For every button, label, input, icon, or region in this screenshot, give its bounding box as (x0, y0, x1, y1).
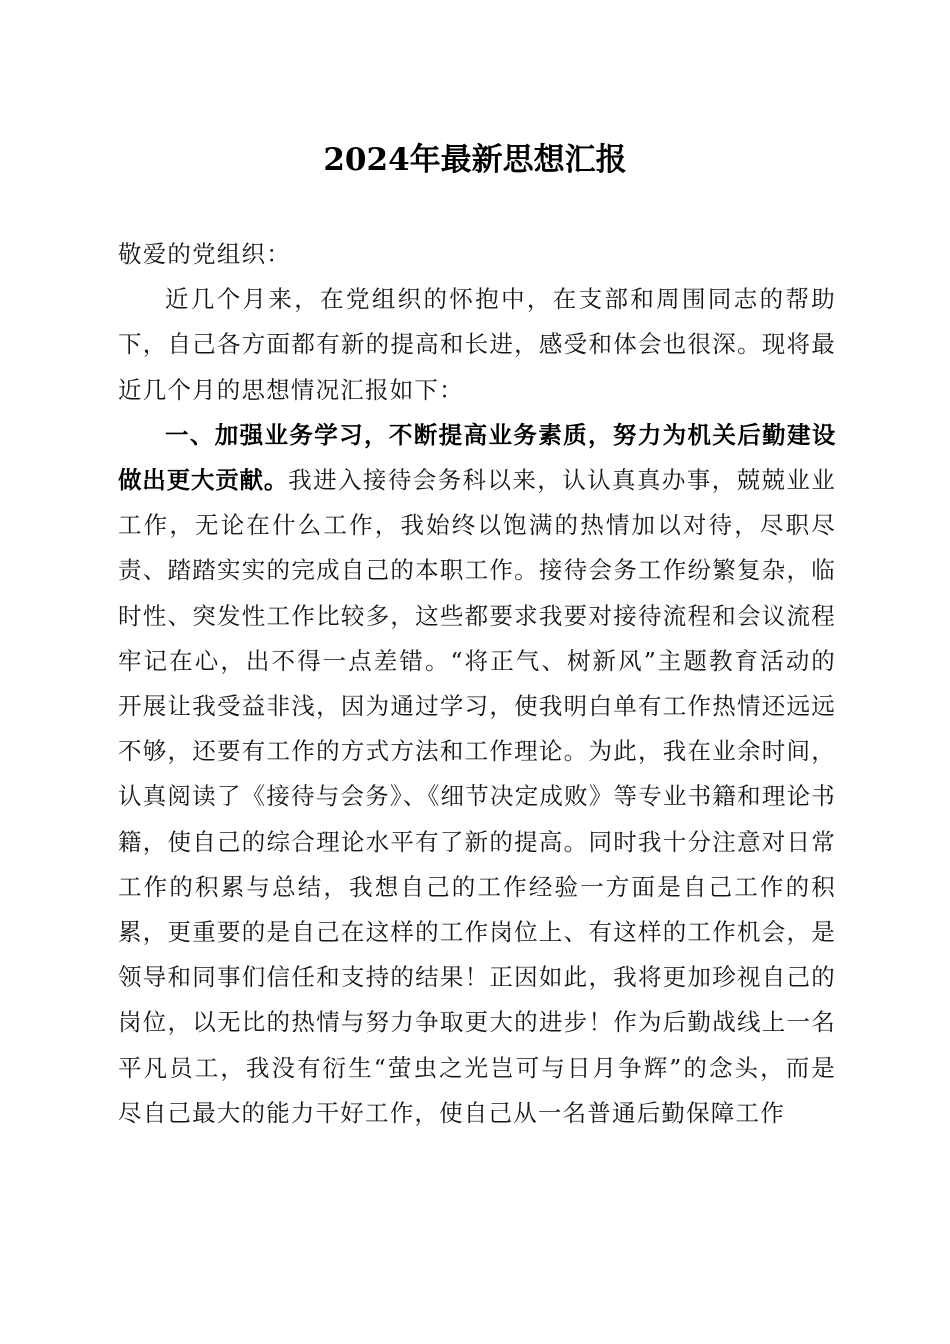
intro-paragraph: 近几个月来，在党组织的怀抱中，在支部和周围同志的帮助下，自己各方面都有新的提高和长进，感受和体会也很深。现将最近几个月的思想情况汇报如下： (118, 285, 836, 404)
document-body (118, 232, 836, 1136)
section-one-paragraph (118, 413, 836, 1136)
section-one-body: 我进入接待会务科以来，认认真真办事，兢兢业业工作，无论在什么工作，我始终以饱满的热情加以对待，尽职尽责、踏踏实实的完成自己的本职工作。接待会务工作纷繁复杂，临时性、突发性工作比较多，这些都要求我要对接待流程和会议流程牢记在心，出不得一点差错。“将正气、树新风”主题教育活动的开展让我受益非浅，因为通过学习，使我明白单有工作热情还远远不够，还要有工作的方式方法和工作理论。为此，我在业余时间，认真阅读了《接待与会务》、《细节决定成败》等专业书籍和理论书籍，使自己的综合理论水平有了新的提高。同时我十分注意对日常工作的积累与总结，我想自己的工作经验一方面是自己工作的积累，更重要的是自己在这样的工作岗位上、有这样的工作机会，是领导和同事们信任和支持的结果！正因如此，我将更加珍视自己的岗位，以无比的热情与努力争取更大的进步！作为后勤战线上一名平凡员工，我没有衍生“萤虫之光岂可与日月争辉”的念头，而是尽自己最大的能力干好工作，使自己从一名普通后勤保障工作 (118, 466, 837, 1127)
document-title: 2024年最新思想汇报 (323, 142, 627, 178)
section-one-heading: 一、加强业务学习，不断提高业务素质，努力为机关后勤建设做出更大贡献。 (118, 420, 836, 495)
greeting-line: 敬爱的党组织： (118, 240, 291, 268)
